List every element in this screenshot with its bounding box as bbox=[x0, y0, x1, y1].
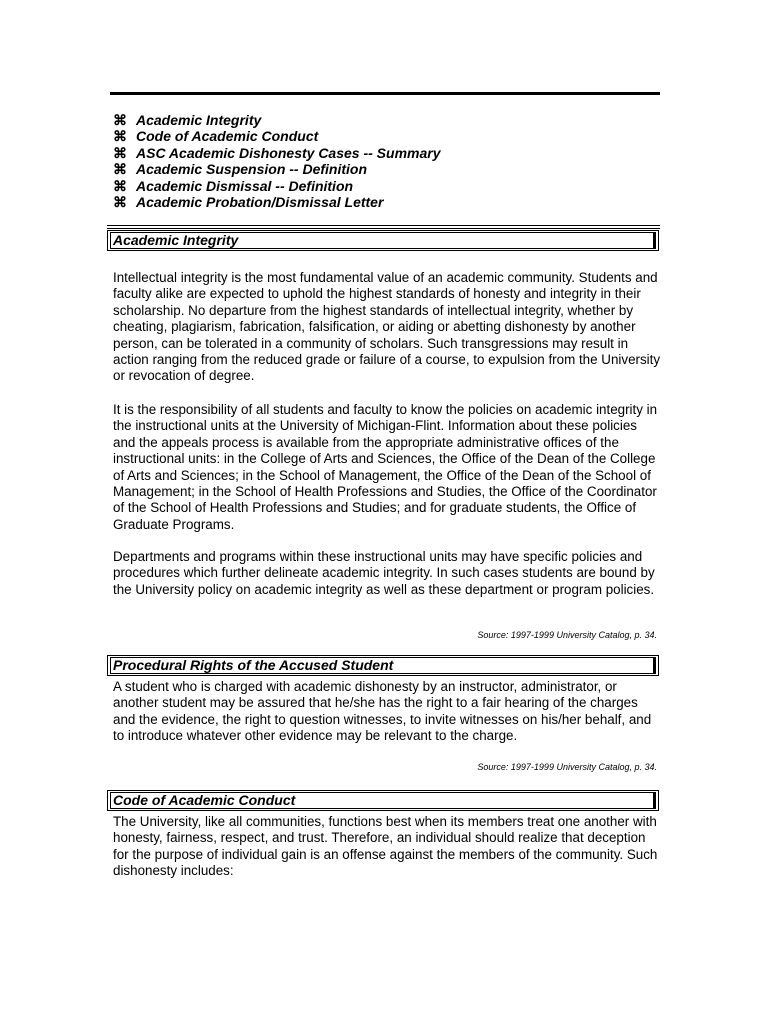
source-citation: Source: 1997-1999 University Catalog, p. 34. bbox=[477, 762, 657, 772]
toc-item-label: Academic Dismissal -- Definition bbox=[136, 177, 354, 194]
command-bullet-icon: ⌘ bbox=[113, 161, 127, 178]
command-bullet-icon: ⌘ bbox=[113, 128, 127, 145]
section-heading-academic-integrity bbox=[107, 230, 659, 251]
toc-item[interactable] bbox=[113, 161, 440, 177]
toc-item[interactable] bbox=[113, 145, 440, 161]
toc-item-label: Academic Suspension -- Definition bbox=[136, 161, 368, 178]
section-divider bbox=[107, 225, 660, 229]
toc-item[interactable] bbox=[113, 128, 440, 144]
command-bullet-icon: ⌘ bbox=[113, 194, 127, 211]
source-citation: Source: 1997-1999 University Catalog, p. 34. bbox=[477, 630, 657, 640]
rights-paragraph-1: A student who is charged with academic dishonesty by an instructor, administrator, or another student may be assured that he/she has the right to a fair hearing of the charges and the evidence, the right to question witnesses, to invite witnesses on his/her behalf, and to introduce whatever other evidence may be relevant to the charge. bbox=[113, 679, 652, 744]
toc-item[interactable] bbox=[113, 178, 440, 194]
conduct-paragraph-1: The University, like all communities, functions best when its members treat one another with honesty, fairness, respect, and trust. Therefore, an individual should realize that deception for the purpose of individual gain is an offense against the members of the community. Such dishonesty includes: bbox=[113, 814, 658, 879]
toc-item-label: Academic Integrity bbox=[136, 112, 262, 128]
toc-item-label: ASC Academic Dishonesty Cases -- Summary bbox=[136, 144, 441, 161]
toc-item-label: Code of Academic Conduct bbox=[136, 128, 319, 145]
integrity-paragraph-1: Intellectual integrity is the most fundamental value of an academic community. Students and faculty alike are expected to uphold the highest standards of honesty and integrity in their scholarship. No departure from the highest standards of intellectual integrity, whether by cheating, plagiarism, fabrication, falsification, or aiding or abetting dishonesty by another person, can be tolerated in a community of scholars. Such transgressions may result in action ranging from the reduced grade or failure of a course, to expulsion from the University or revocation of degree. bbox=[113, 270, 661, 384]
command-bullet-icon: ⌘ bbox=[113, 177, 127, 194]
command-bullet-icon: ⌘ bbox=[113, 144, 127, 161]
table-of-contents bbox=[113, 112, 440, 210]
toc-item[interactable] bbox=[113, 194, 440, 210]
toc-item-label: Academic Probation/Dismissal Letter bbox=[136, 194, 384, 211]
integrity-paragraph-3: Departments and programs within these instructional units may have specific policies and procedures which further delineate academic integrity. In such cases students are bound by the University policy on academic integrity as well as these department or program policies. bbox=[113, 549, 655, 597]
toc-item[interactable] bbox=[113, 112, 440, 128]
section-title: Code of Academic Conduct bbox=[113, 792, 296, 808]
section-title: Procedural Rights of the Accused Student bbox=[113, 657, 394, 673]
section-heading-code-of-conduct bbox=[107, 790, 659, 811]
command-bullet-icon: ⌘ bbox=[113, 112, 127, 128]
section-heading-procedural-rights bbox=[107, 655, 659, 676]
integrity-paragraph-2: It is the responsibility of all students and faculty to know the policies on academic integrity in the instructional units at the University of Michigan-Flint. Information about these policies and the appeals process is available from the appropriate administrative offices of the instructional units: in the College of Arts and Sciences, the Office of the Dean of the College of Arts and Sciences; in the School of Management, the Office of the Dean of the School of Management; in the School of Health Professions and Studies, the Office of the Coordinator of the School of Health Professions and Studies; and for graduate students, the Office of Graduate Programs. bbox=[113, 402, 658, 532]
top-rule bbox=[110, 92, 660, 95]
section-title: Academic Integrity bbox=[113, 232, 239, 248]
